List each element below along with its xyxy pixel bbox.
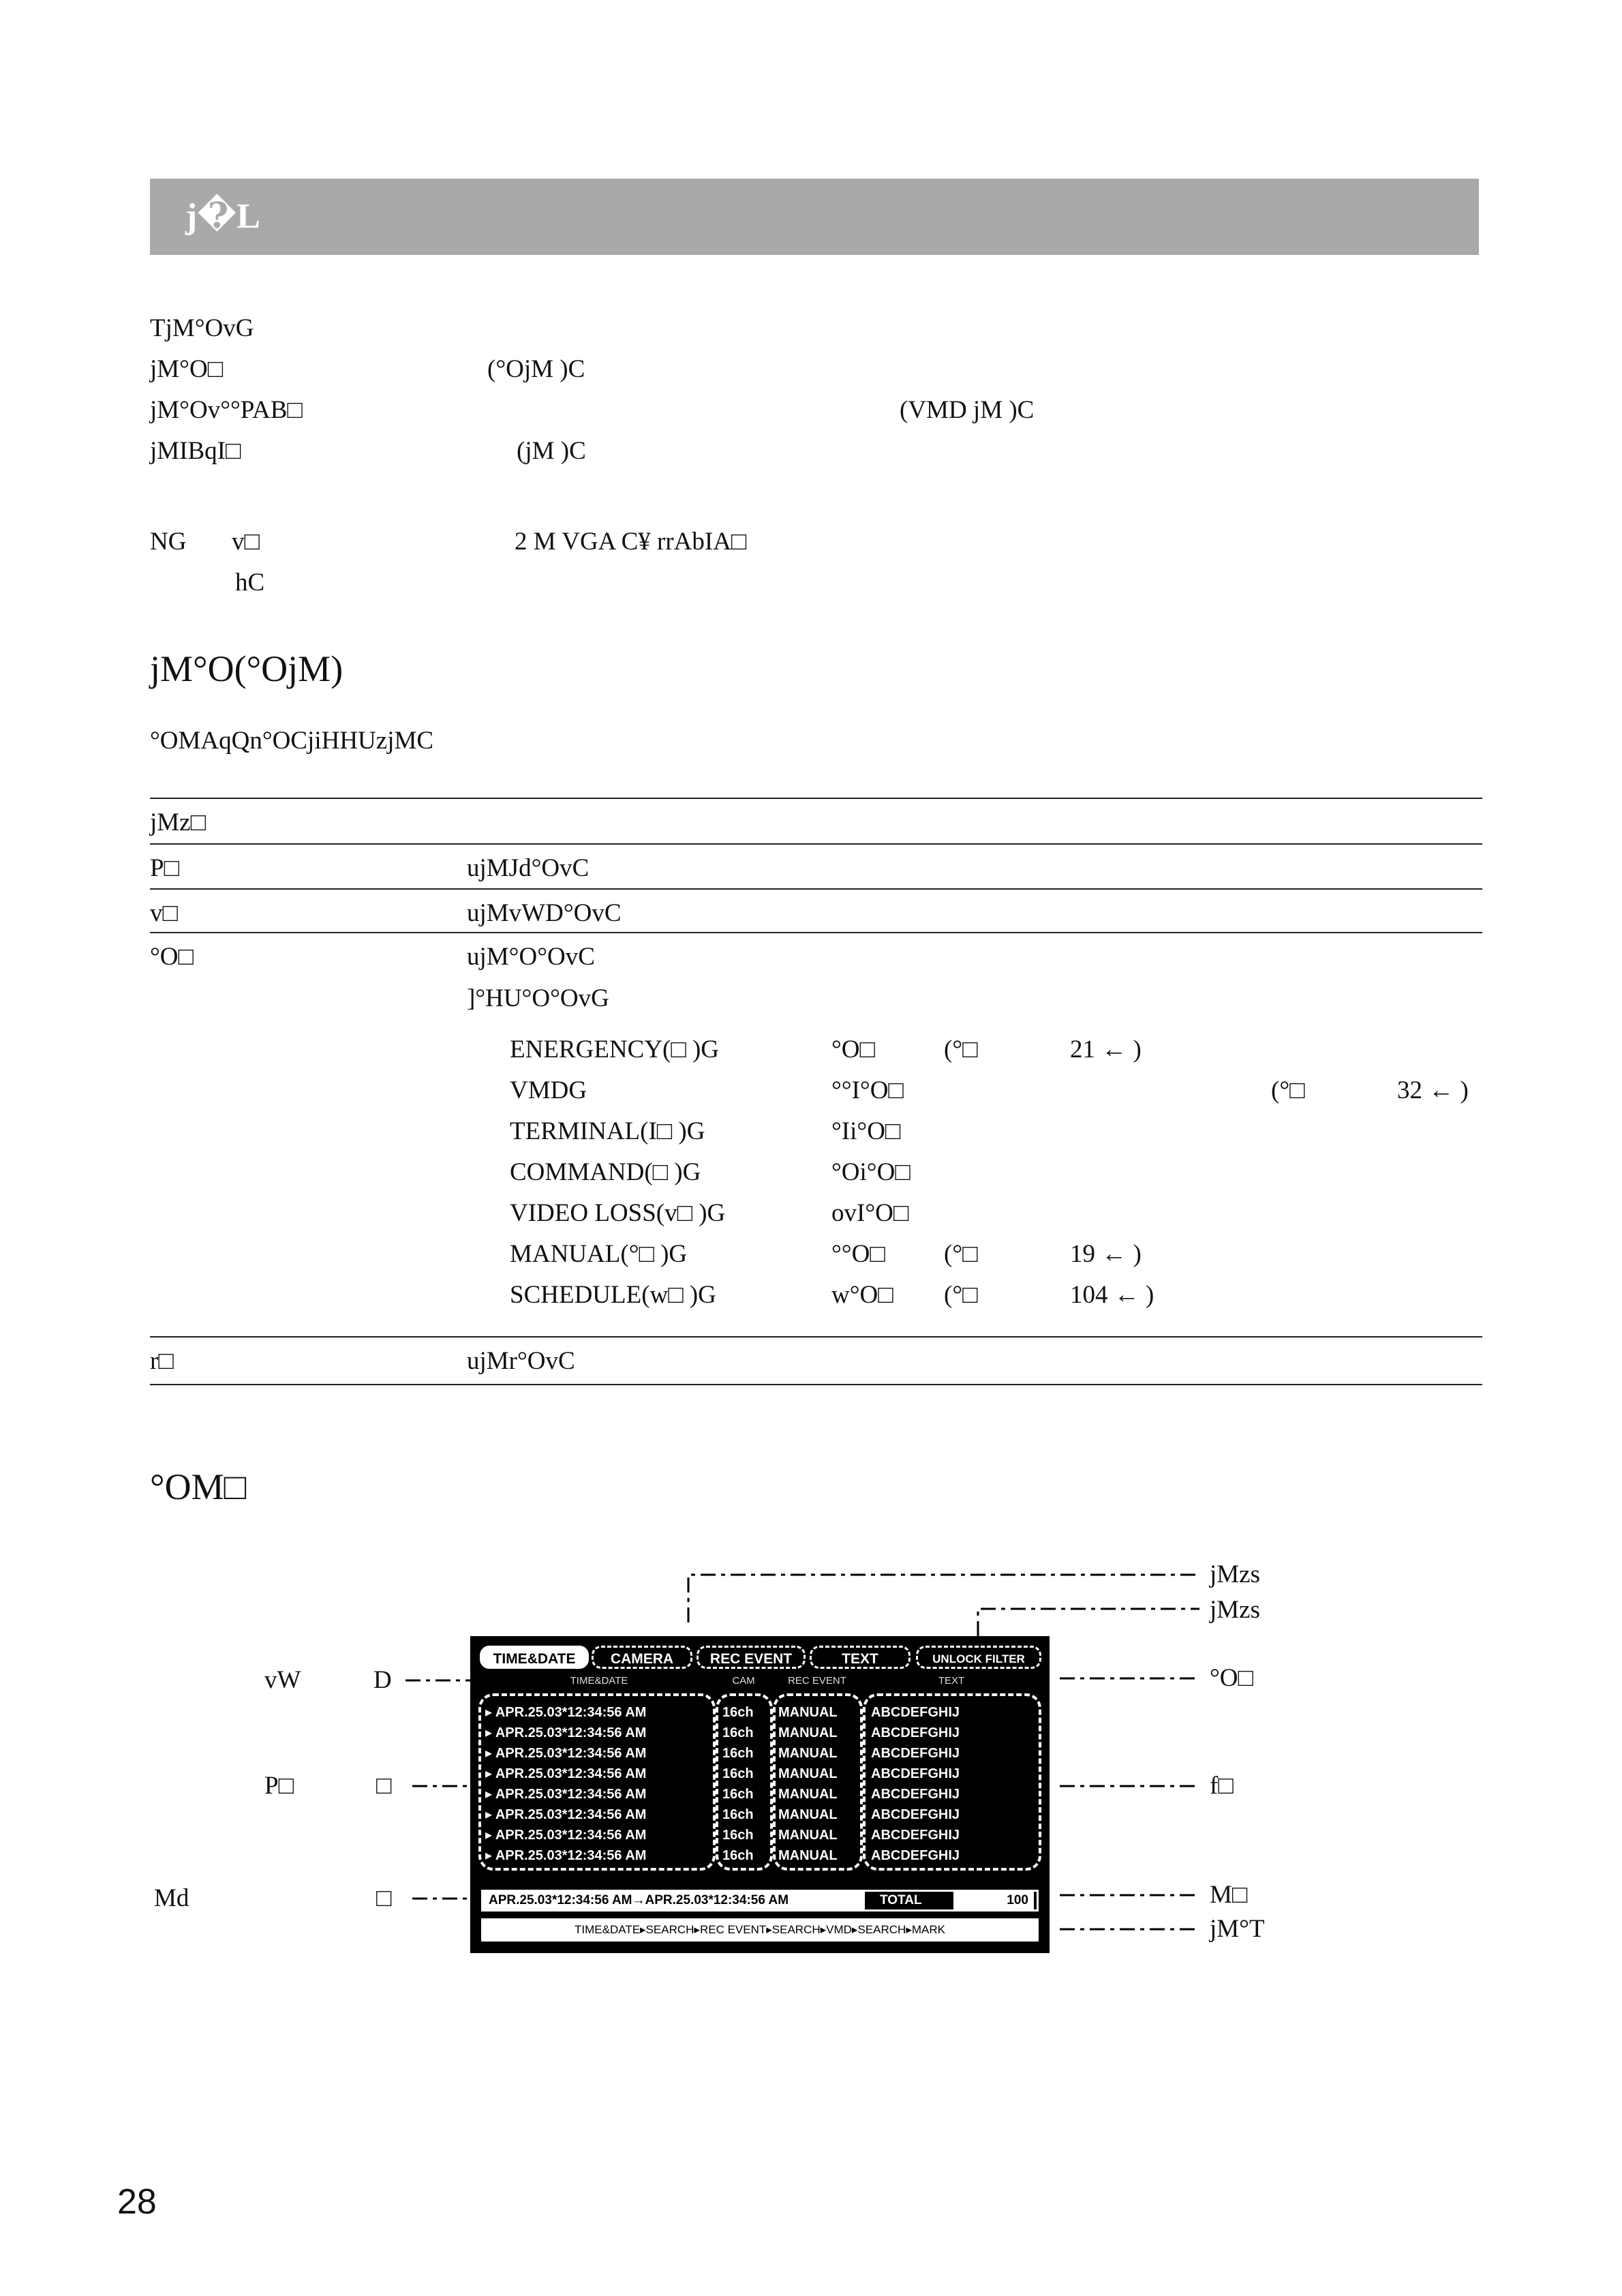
result-row[interactable]	[470, 1764, 1050, 1784]
event-description: °°I°O□	[831, 1076, 904, 1104]
event-description: °Oi°O□	[831, 1158, 911, 1186]
result-row[interactable]	[470, 1785, 1050, 1804]
event-page: 104 ← )	[1070, 1281, 1154, 1309]
intro-line-2-note: (°OjM )C	[487, 355, 585, 383]
row-event: MANUAL	[778, 1725, 838, 1740]
section-2-title: °OM□	[150, 1466, 247, 1507]
column-header-rec-event: REC EVENT	[788, 1675, 846, 1687]
tab-time-date[interactable]: TIME&DATE	[480, 1646, 589, 1669]
intro-line-3: jM°Ov°°PAB□	[150, 396, 303, 424]
section-1-title: jM°O(°OjM)	[150, 648, 343, 689]
tab-camera[interactable]: CAMERA	[592, 1646, 692, 1669]
row-time: ▸ APR.25.03*12:34:56 AM	[485, 1705, 647, 1720]
table-row-key: r□	[150, 1347, 174, 1375]
row-text: ABCDEFGHIJ	[871, 1746, 960, 1761]
callout-label: °O□	[1210, 1664, 1253, 1692]
notice-label: NG	[150, 528, 187, 556]
event-description: °°O□	[831, 1240, 885, 1268]
row-event: MANUAL	[778, 1705, 838, 1720]
event-name: MANUAL(°□ )G	[510, 1240, 688, 1268]
section-1-description: °OMAqQn°OCjiHHUzjMC	[150, 727, 434, 755]
table-row-value: ujMJd°OvC	[467, 854, 590, 882]
intro-line-1: TjM°OvG	[150, 314, 254, 342]
result-row[interactable]	[470, 1703, 1050, 1723]
row-camera: 16ch	[722, 1705, 754, 1720]
event-description: °Ii°O□	[831, 1117, 901, 1145]
row-event: MANUAL	[778, 1787, 838, 1802]
row-event: MANUAL	[778, 1848, 838, 1863]
row-time: ▸ APR.25.03*12:34:56 AM	[485, 1725, 647, 1740]
event-description: w°O□	[831, 1281, 893, 1309]
callout-label: □	[376, 1884, 392, 1912]
result-row[interactable]	[470, 1826, 1050, 1845]
table-row-key: v□	[150, 899, 178, 927]
event-reference: (°□	[944, 1036, 978, 1063]
event-description: ovI°O□	[831, 1199, 909, 1227]
column-header-text: TEXT	[938, 1675, 965, 1687]
event-name: VIDEO LOSS(v□ )G	[510, 1199, 726, 1227]
event-name: VMDG	[510, 1076, 587, 1104]
search-screen-diagram	[470, 1636, 1050, 1953]
row-text: ABCDEFGHIJ	[871, 1766, 960, 1781]
row-camera: 16ch	[722, 1807, 754, 1822]
row-text: ABCDEFGHIJ	[871, 1828, 960, 1843]
row-event: MANUAL	[778, 1807, 838, 1822]
total-count: 100	[953, 1892, 1034, 1909]
result-row[interactable]	[470, 1805, 1050, 1825]
row-camera: 16ch	[722, 1787, 754, 1802]
event-page: 19 ← )	[1070, 1240, 1142, 1268]
table-row-key: °O□	[150, 943, 194, 971]
row-camera: 16ch	[722, 1725, 754, 1740]
column-header-time-date: TIME&DATE	[570, 1675, 628, 1687]
event-page: 21 ← )	[1070, 1036, 1142, 1063]
row-camera: 16ch	[722, 1746, 754, 1761]
callout-line	[978, 1609, 1199, 1636]
table-row-key: P□	[150, 854, 179, 882]
notice-part-3: hC	[235, 569, 265, 596]
result-row[interactable]	[470, 1744, 1050, 1764]
callout-label: jM°T	[1210, 1915, 1265, 1943]
table-row-value: ujMr°OvC	[467, 1347, 575, 1375]
row-text: ABCDEFGHIJ	[871, 1725, 960, 1740]
row-camera: 16ch	[722, 1848, 754, 1863]
callout-line	[688, 1575, 1199, 1622]
event-reference: (°□	[944, 1281, 978, 1309]
row-time: ▸ APR.25.03*12:34:56 AM	[485, 1746, 647, 1761]
intro-line-3-note: (VMD jM )C	[900, 396, 1035, 424]
intro-line-4: jMIBqI□	[150, 437, 241, 465]
table-row-value-2: ]°HU°O°OvG	[467, 984, 609, 1012]
row-camera: 16ch	[722, 1828, 754, 1843]
column-header-cam: CAM	[732, 1675, 755, 1687]
row-camera: 16ch	[722, 1766, 754, 1781]
event-name: ENERGENCY(□ )G	[510, 1036, 720, 1063]
row-event: MANUAL	[778, 1828, 838, 1843]
callout-label: Md	[154, 1884, 189, 1912]
row-text: ABCDEFGHIJ	[871, 1787, 960, 1802]
result-row[interactable]	[470, 1723, 1050, 1743]
row-text: ABCDEFGHIJ	[871, 1807, 960, 1822]
callout-label: P□	[264, 1772, 294, 1800]
page-number: 28	[117, 2182, 157, 2222]
intro-line-4-note: (jM )C	[517, 437, 586, 465]
callout-label: jMzs	[1210, 1596, 1260, 1624]
event-reference: (°□	[1271, 1076, 1305, 1104]
notice-part-1: v□	[232, 528, 260, 556]
section-header: j�L	[150, 179, 1479, 255]
row-time: ▸ APR.25.03*12:34:56 AM	[485, 1766, 647, 1781]
search-range-bar	[481, 1890, 1039, 1912]
table-header: jMz□	[150, 809, 206, 836]
event-description: °O□	[831, 1036, 875, 1063]
search-range: APR.25.03*12:34:56 AM→APR.25.03*12:34:56 AM	[483, 1892, 865, 1909]
tab-rec-event[interactable]: REC EVENT	[697, 1646, 806, 1669]
row-time: ▸ APR.25.03*12:34:56 AM	[485, 1807, 647, 1822]
callout-label: jMzs	[1210, 1560, 1260, 1588]
callout-label: f□	[1210, 1772, 1234, 1800]
row-time: ▸ APR.25.03*12:34:56 AM	[485, 1787, 647, 1802]
intro-line-2: jM°O□	[150, 355, 224, 383]
table-row-value: ujM°O°OvC	[467, 943, 595, 971]
event-name: TERMINAL(I□ )G	[510, 1117, 705, 1145]
row-event: MANUAL	[778, 1746, 838, 1761]
callout-label: M□	[1210, 1881, 1248, 1909]
event-reference: (°□	[944, 1240, 978, 1268]
callout-label: vW	[264, 1666, 301, 1694]
callout-label: □	[376, 1772, 392, 1800]
total-label: TOTAL	[880, 1893, 922, 1907]
tab-text[interactable]: TEXT	[810, 1646, 911, 1669]
row-text: ABCDEFGHIJ	[871, 1705, 960, 1720]
row-time: ▸ APR.25.03*12:34:56 AM	[485, 1848, 647, 1863]
unlock-filter-button[interactable]: UNLOCK FILTER	[916, 1646, 1041, 1669]
result-row[interactable]	[470, 1846, 1050, 1866]
event-name: SCHEDULE(w□ )G	[510, 1281, 716, 1309]
event-name: COMMAND(□ )G	[510, 1158, 701, 1186]
row-time: ▸ APR.25.03*12:34:56 AM	[485, 1828, 647, 1843]
row-event: MANUAL	[778, 1766, 838, 1781]
event-page: 32 ← )	[1397, 1076, 1469, 1104]
callout-label: D	[373, 1666, 392, 1694]
notice-part-2: 2 M VGA C¥ rrAbIA□	[515, 528, 747, 556]
table-row-value: ujMvWD°OvC	[467, 899, 622, 927]
row-text: ABCDEFGHIJ	[871, 1848, 960, 1863]
help-bar: TIME&DATE▸SEARCH▸REC EVENT▸SEARCH▸VMD▸SEARCH▸MARK	[481, 1918, 1039, 1942]
